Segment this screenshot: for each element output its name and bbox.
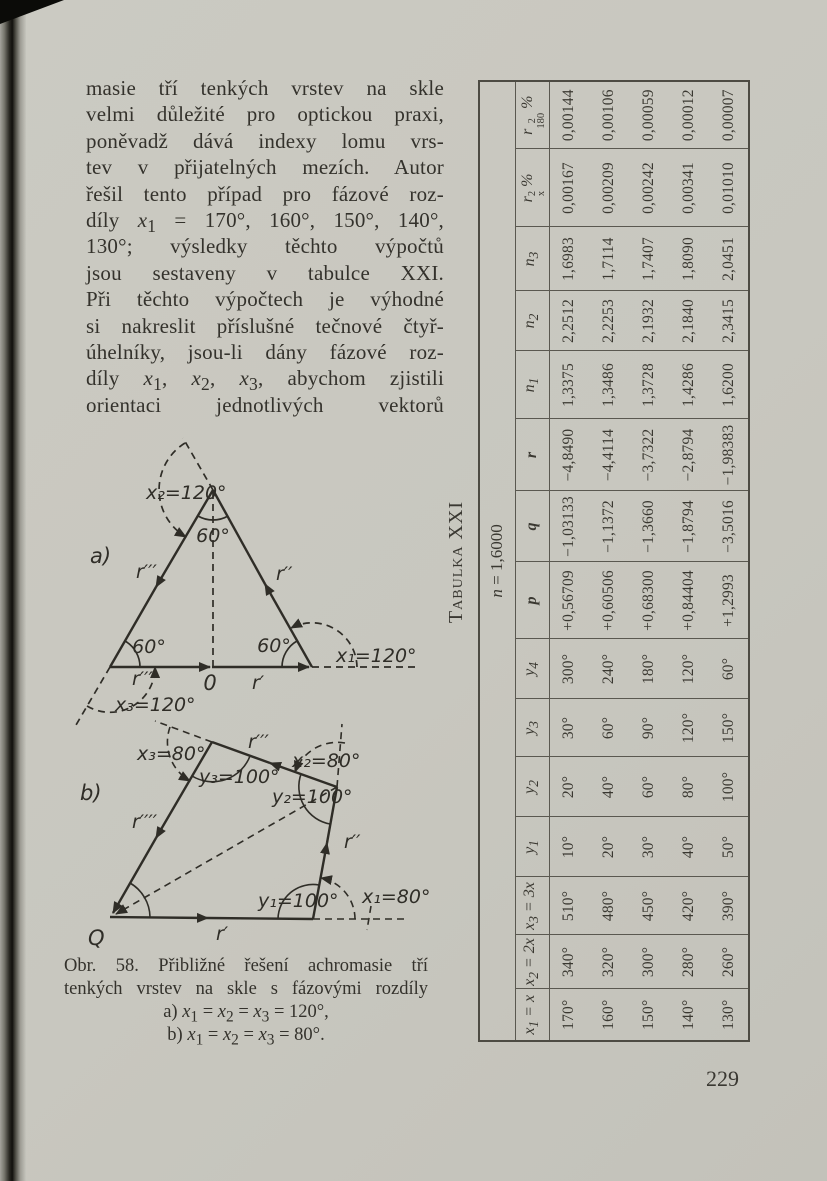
table-cell: 0,00059: [629, 81, 669, 149]
table-cell: 390°: [709, 877, 749, 935]
table-cell: 1,3375: [549, 351, 589, 419]
angle-label-y2: y₂=100°: [272, 786, 353, 808]
table-cell: 40°: [589, 757, 629, 817]
vector-label-r1: r′: [252, 672, 265, 694]
table-cell: +0,68300: [629, 562, 669, 639]
angle-label-x1: x₁=80°: [362, 886, 431, 908]
origin-label: Q: [88, 926, 105, 950]
table-row: [549, 81, 589, 1041]
caption-line: Obr. 58. Přibližné řešení achromasie tří: [64, 956, 428, 976]
table-cell: −1,98383: [709, 419, 749, 491]
table-cell: −2,8794: [669, 419, 709, 491]
table-cell: 300°: [629, 935, 669, 989]
table-cell: 420°: [669, 877, 709, 935]
table-header-cell: $n_1$: [515, 351, 549, 419]
paragraph-line: Při těchto výpočtech je výhodné: [86, 287, 444, 312]
paragraph-line: tev v přijatelných mezích. Autor: [86, 155, 444, 180]
data-table: [478, 80, 750, 1042]
table-cell: 0,00106: [589, 81, 629, 149]
table-cell: 260°: [709, 935, 749, 989]
angle-label-60-left: 60°: [132, 636, 166, 658]
page-number: 229: [706, 1066, 739, 1091]
table-cell: 510°: [549, 877, 589, 935]
paragraph: [86, 76, 444, 419]
table-cell: 120°: [669, 639, 709, 699]
table-cell: 2,2512: [549, 291, 589, 351]
vector-label-r2: r′′: [276, 563, 293, 585]
table-cell: 170°: [560, 999, 578, 1030]
table-header-cell: $y_2$: [515, 757, 549, 817]
table-row: [709, 81, 749, 1041]
table-header-cell: p: [515, 562, 549, 639]
table-cell: −1,1372: [589, 491, 629, 562]
table-cell: 90°: [629, 699, 669, 757]
table-cell: 0,00341: [669, 149, 709, 227]
table-cell: −4,4114: [589, 419, 629, 491]
table-header-cell: q: [515, 491, 549, 562]
angle-label-x2: x₂=80°: [292, 750, 361, 772]
table-cell: −1,03133: [549, 491, 589, 562]
table-cell: 2,2253: [589, 291, 629, 351]
table-header-cell: $y_4$: [515, 639, 549, 699]
table-header-cell: $n_3$: [515, 227, 549, 291]
table-header-cell: $x_3 = 3x$: [515, 877, 549, 935]
table-cell: −3,7322: [629, 419, 669, 491]
table-cell: 40°: [669, 817, 709, 877]
diagram-b-tag: b): [80, 781, 102, 805]
table-header-cell: r 2 180 %: [515, 81, 549, 149]
vector-label-r3: r′′′: [136, 561, 157, 583]
table-cell: 340°: [549, 935, 589, 989]
table-cell: 80°: [669, 757, 709, 817]
table-cell: −3,5016: [709, 491, 749, 562]
table-cell: 10°: [549, 817, 589, 877]
table-cell: 0,00167: [549, 149, 589, 227]
table-cell: +0,60506: [589, 562, 629, 639]
table-cell: 30°: [549, 699, 589, 757]
paragraph-line: velmi důležité pro optickou praxi,: [86, 102, 444, 127]
caption-line: a) $x_1 = x_2 = x_3 = 120^\circ$,: [163, 1002, 329, 1026]
table-cell: 160°: [600, 999, 617, 1030]
paragraph-line: jsou sestaveny v tabulce XXI.: [86, 260, 444, 285]
table-cell: −1,3660: [629, 491, 669, 562]
table-cell: 0,00242: [629, 149, 669, 227]
paragraph-line: masie tří tenkých vrstev na skle: [86, 76, 444, 100]
table-cell: 480°: [589, 877, 629, 935]
angle-label-x3: x₃=120°: [115, 694, 196, 716]
table-cell: 450°: [629, 877, 669, 935]
angle-label-60-right: 60°: [257, 635, 291, 657]
table-header-cell: $y_3$: [515, 699, 549, 757]
table-cell: 100°: [709, 757, 749, 817]
construction-dashed-lines: [76, 438, 416, 725]
binding-edge: [0, 0, 26, 1181]
caption-line: tenkých vrstev na skle s fázovými rozdíly: [64, 979, 428, 999]
table-cell: 0,00144: [549, 81, 589, 149]
table-caption: Tabulka XXI: [444, 500, 467, 624]
table-cell: 280°: [669, 935, 709, 989]
table-cell: 1,3728: [629, 351, 669, 419]
vector-label-r4: r′′′′: [132, 668, 158, 690]
diagram-a-triangle: [60, 428, 440, 738]
table-cell: 1,7407: [629, 227, 669, 291]
table-cell: 0,00007: [709, 81, 749, 149]
table-cell: 60°: [589, 699, 629, 757]
paragraph-line: úhelníky, jsou-li dány fázové roz-: [86, 339, 444, 364]
angle-label-x1: x₁=120°: [336, 645, 417, 667]
table-cell: 1,8090: [669, 227, 709, 291]
vector-label-r3: r′′′: [248, 731, 269, 753]
table-cell: 1,3486: [589, 351, 629, 419]
table-cell: 140°: [680, 999, 697, 1030]
vector-label-r2: r′′: [344, 831, 361, 853]
table-cell: 0,01010: [709, 149, 749, 227]
table-cell: 50°: [709, 817, 749, 877]
table-cell: 2,1840: [669, 291, 709, 351]
table-cell: 2,3415: [709, 291, 749, 351]
table-row: [629, 81, 669, 1041]
table-cell: 300°: [549, 639, 589, 699]
table-cell: 1,6200: [709, 351, 749, 419]
table-cell: 130°: [719, 999, 737, 1030]
table-cell: 1,6983: [549, 227, 589, 291]
paragraph-line: řešil tento případ pro fázové roz-: [86, 181, 444, 206]
angle-label-y3: y₃=100°: [199, 766, 280, 788]
table-cell: 0,00012: [669, 81, 709, 149]
table-cell: −4,8490: [549, 419, 589, 491]
table-cell: 1,7114: [589, 227, 629, 291]
paragraph-line: 130°; výsledky těchto výpočtů: [86, 234, 444, 259]
diagram-b-quadrilateral: [58, 712, 438, 954]
table-cell: +0,56709: [549, 562, 589, 639]
angle-label-x3: x₃=80°: [137, 743, 206, 765]
table-row: [589, 81, 629, 1041]
table-cell: 0,00209: [589, 149, 629, 227]
paragraph-line: si nakreslit příslušné tečnové čtyř-: [86, 313, 444, 338]
table-header-cell: r: [515, 419, 549, 491]
angle-label-y1: y₁=100°: [258, 890, 339, 912]
table-cell: 150°: [709, 699, 749, 757]
paragraph-line: orientaci jednotlivých vektorů: [86, 392, 444, 417]
table-cell: −1,8794: [669, 491, 709, 562]
table-row: [669, 81, 709, 1041]
vector-label-r4: r′′′′: [132, 811, 158, 833]
table-cell: 2,0451: [709, 227, 749, 291]
origin-label: 0: [203, 671, 217, 695]
table-header-cell: r 2 x %: [515, 149, 549, 227]
paragraph-line: poněvadž dává indexy lomu vrs-: [86, 128, 444, 153]
table-header-cell: $x_2 = 2x$: [515, 935, 549, 989]
table-cell: 20°: [549, 757, 589, 817]
table-cell: 1,4286: [669, 351, 709, 419]
table-cell: 30°: [629, 817, 669, 877]
table-header-cell: $n_2$: [515, 291, 549, 351]
table-cell: 20°: [589, 817, 629, 877]
diagram-a-tag: a): [90, 544, 112, 568]
angle-label-x2: x₂=120°: [146, 482, 227, 504]
caption-line: b) $x_1 = x_2 = x_3 = 80^\circ$.: [167, 1025, 325, 1049]
paragraph-line: díly $x_1$, $x_2$, $x_3$, abychom zjistili: [86, 366, 445, 395]
angle-label-60-top: 60°: [196, 525, 230, 547]
table-cell: 60°: [629, 757, 669, 817]
table-cell: +1,2993: [709, 562, 749, 639]
table-header-cell: $x_1 = x$: [515, 989, 549, 1041]
table-cell: 180°: [629, 639, 669, 699]
table-cell: 320°: [589, 935, 629, 989]
paragraph-line: díly $x_1 = 170^\circ$, 160°, 150°, 140°,: [86, 207, 444, 237]
table-xxi-rotated: [434, 82, 750, 1042]
table-cell: 150°: [640, 999, 657, 1030]
vector-label-r1: r′: [216, 923, 229, 945]
table-header-cell: $y_1$: [515, 817, 549, 877]
table-cell: +0,84404: [669, 562, 709, 639]
scan-corner-shadow: [0, 0, 64, 24]
figure-caption: [64, 956, 428, 1048]
table-cell: 120°: [669, 699, 709, 757]
table-subheader: n = 1,6000: [479, 81, 515, 1041]
table-cell: 240°: [589, 639, 629, 699]
table-cell: 2,1932: [629, 291, 669, 351]
table-cell: 60°: [709, 639, 749, 699]
